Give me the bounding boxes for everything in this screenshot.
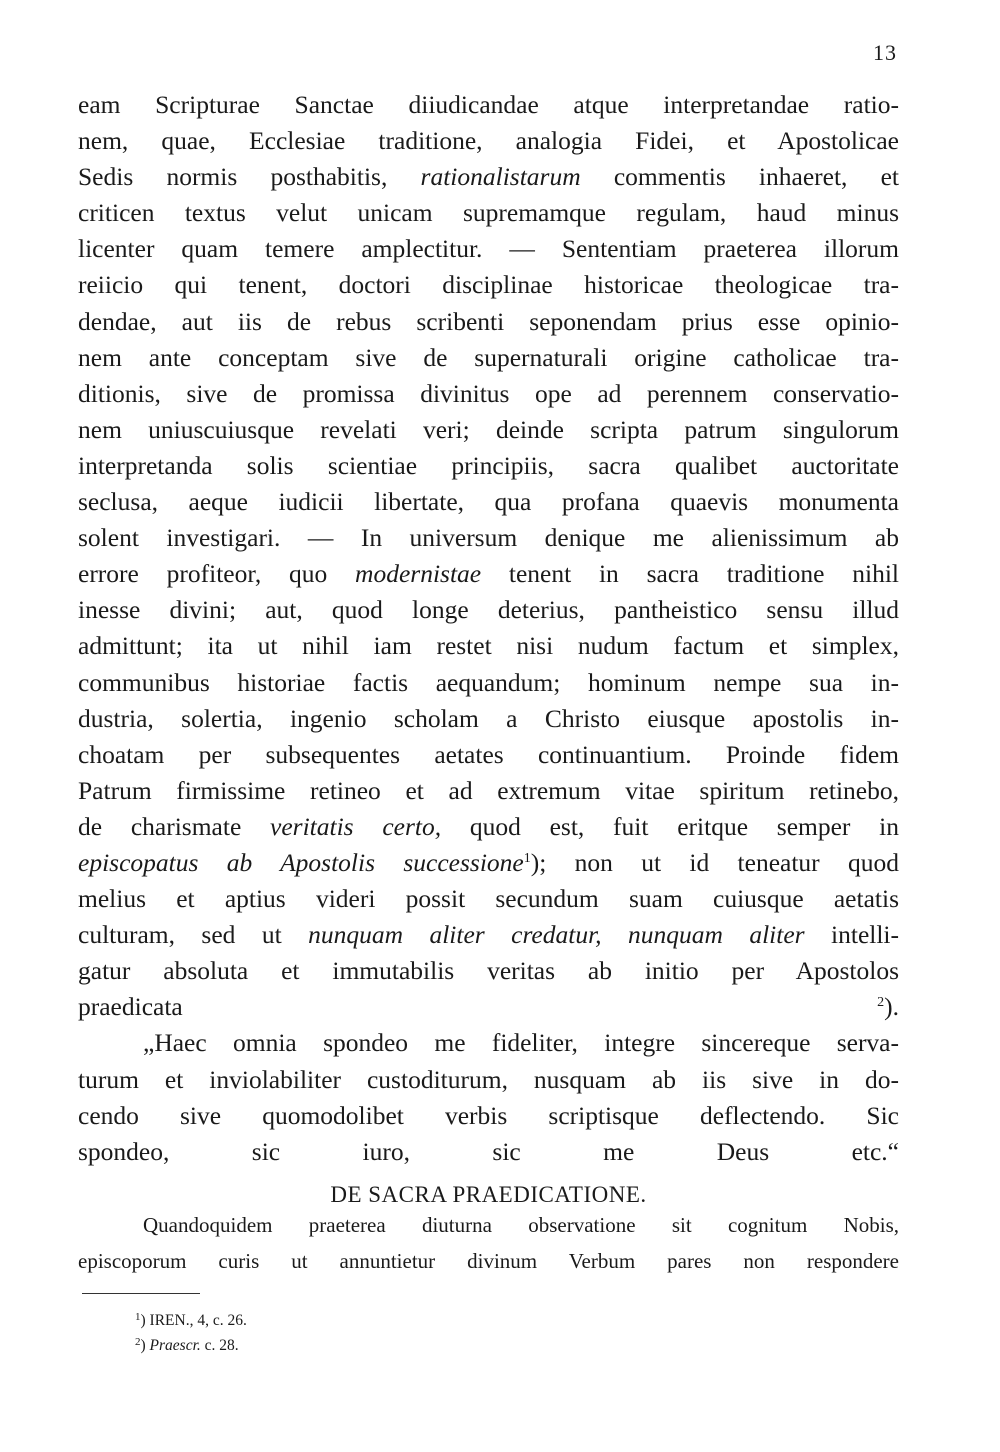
text-segment: melius et aptius videri possit secundum suam cuiusque aetatis — [78, 884, 899, 914]
text-segment: dustria, solertia, ingenio scholam a Christo eiusque apostolis in- — [78, 703, 899, 733]
footnote-marker: 1 — [135, 1311, 141, 1323]
italic-text: nunquam aliter credatur, nunquam aliter — [308, 920, 805, 950]
text-line — [78, 665, 899, 701]
text-segment: seclusa, aeque iudicii libertate, qua profana quaevis monumenta — [78, 487, 899, 517]
text-segment: nem ante conceptam sive de supernaturali origine catholicae tra- — [78, 342, 899, 372]
text-line — [78, 267, 899, 303]
text-line — [78, 628, 899, 664]
text-segment: licenter quam temere amplectitur. — Sententiam praeterea illorum — [78, 234, 899, 264]
text-segment: Sedis normis posthabitis, — [78, 162, 421, 192]
text-segment: commentis inhaeret, et — [580, 162, 899, 192]
text-line — [78, 1062, 899, 1098]
text-segment: intelli- — [804, 920, 900, 950]
text-line — [78, 809, 899, 845]
italic-text: Praescr. — [149, 1337, 201, 1354]
text-line — [78, 701, 899, 737]
text-segment: praedicata — [78, 992, 878, 1022]
italic-text: veritatis certo, — [270, 811, 442, 841]
section-heading: DE SACRA PRAEDICATIONE. — [330, 1182, 647, 1207]
text-segment: nem, quae, Ecclesiae traditione, analogia Fidei, et Apostolicae — [78, 126, 899, 156]
italic-text: episcopatus ab Apostolis successione — [78, 847, 524, 877]
text-segment: inesse divini; aut, quod longe deterius, pantheistico sensu illud — [78, 595, 899, 625]
text-segment: c. 28. — [200, 1337, 239, 1354]
text-segment: reiicio qui tenent, doctori disciplinae historicae theologicae tra- — [78, 270, 899, 300]
text-segment: choatam per subsequentes aetates continuantium. Proinde fidem — [78, 739, 899, 769]
text-segment: tenent in sacra traditione nihil — [481, 559, 899, 589]
text-line — [78, 123, 899, 159]
text-segment: admittunt; ita ut nihil iam restet nisi nudum factum et simplex, — [78, 631, 899, 661]
body-text — [78, 87, 899, 1170]
text-line — [78, 1207, 899, 1243]
text-segment: episcoporum curis ut annuntietur divinum Verbum pares non respondere — [78, 1249, 899, 1273]
footnote-divider — [82, 1293, 200, 1294]
text-line — [78, 737, 899, 773]
text-segment: dendae, aut iis de rebus scribenti seponendam prius esse opinio- — [78, 306, 899, 336]
text-line — [78, 592, 899, 628]
text-segment: errore profiteor, quo — [78, 559, 356, 589]
text-line — [78, 917, 899, 953]
text-line — [78, 1134, 899, 1170]
footnote-marker: 1 — [523, 850, 531, 866]
text-segment: ) IREN., 4, c. 26. — [140, 1312, 247, 1329]
text-line — [78, 340, 899, 376]
text-line — [78, 159, 899, 195]
page-number: 13 — [873, 40, 897, 65]
text-segment: ditionis, sive de promissa divinitus ope ad perennem conservatio- — [78, 378, 899, 408]
footnote — [135, 1333, 247, 1358]
text-segment: spondeo, sic iuro, sic me Deus etc.“ — [78, 1136, 899, 1166]
text-segment: Quandoquidem praeterea diuturna observatione sit cognitum Nobis, — [143, 1213, 899, 1237]
text-segment: nem uniuscuiusque revelati veri; deinde scripta patrum singulorum — [78, 414, 899, 444]
footnote-marker: 2 — [877, 995, 885, 1011]
text-segment: de charismate — [78, 811, 271, 841]
text-line — [78, 195, 899, 231]
text-line — [78, 376, 899, 412]
text-segment: culturam, sed ut — [78, 920, 309, 950]
text-segment: Patrum firmissime retineo et ad extremum vitae spiritum retinebo, — [78, 775, 899, 805]
text-line — [78, 484, 899, 520]
text-segment: „Haec omnia spondeo me fideliter, integre sincereque serva- — [143, 1028, 899, 1058]
text-segment: solent investigari. — In universum denique me alienissimum ab — [78, 523, 899, 553]
text-segment: cendo sive quomodolibet verbis scriptisque deflectendo. Sic — [78, 1100, 899, 1130]
text-line — [78, 1243, 899, 1279]
text-line — [78, 773, 899, 809]
text-line — [78, 556, 899, 592]
text-line — [78, 448, 899, 484]
text-line — [78, 304, 899, 340]
text-segment: criticen textus velut unicam supremamque regulam, haud minus — [78, 198, 899, 228]
section-text — [78, 1207, 899, 1279]
text-line — [78, 1098, 899, 1134]
text-segment: quod est, fuit eritque semper in — [441, 811, 899, 841]
text-segment: turum et inviolabiliter custoditurum, nusquam ab iis sive in do- — [78, 1064, 899, 1094]
text-line — [78, 845, 899, 881]
text-segment: interpretanda solis scientiae principiis, sacra qualibet auctoritate — [78, 450, 899, 480]
text-line — [78, 989, 899, 1025]
footnote-marker: 2 — [135, 1336, 141, 1348]
text-segment: ); non ut id teneatur quod — [530, 847, 899, 877]
text-line — [78, 953, 899, 989]
text-segment: ). — [884, 992, 899, 1022]
text-line — [78, 881, 899, 917]
text-segment: communibus historiae factis aequandum; hominum nempe sua in- — [78, 667, 899, 697]
text-line — [78, 1025, 899, 1061]
text-line — [78, 520, 899, 556]
text-segment: eam Scripturae Sanctae diiudicandae atque interpretandae ratio- — [78, 90, 899, 119]
footnotes — [135, 1308, 247, 1358]
italic-text: rationalistarum — [420, 162, 581, 192]
text-segment: ) — [140, 1337, 150, 1354]
text-line — [78, 412, 899, 448]
italic-text: modernistae — [355, 559, 482, 589]
text-line — [78, 87, 899, 123]
footnote — [135, 1308, 247, 1333]
text-line — [78, 231, 899, 267]
text-segment: gatur absoluta et immutabilis veritas ab initio per Apostolos — [78, 956, 899, 986]
